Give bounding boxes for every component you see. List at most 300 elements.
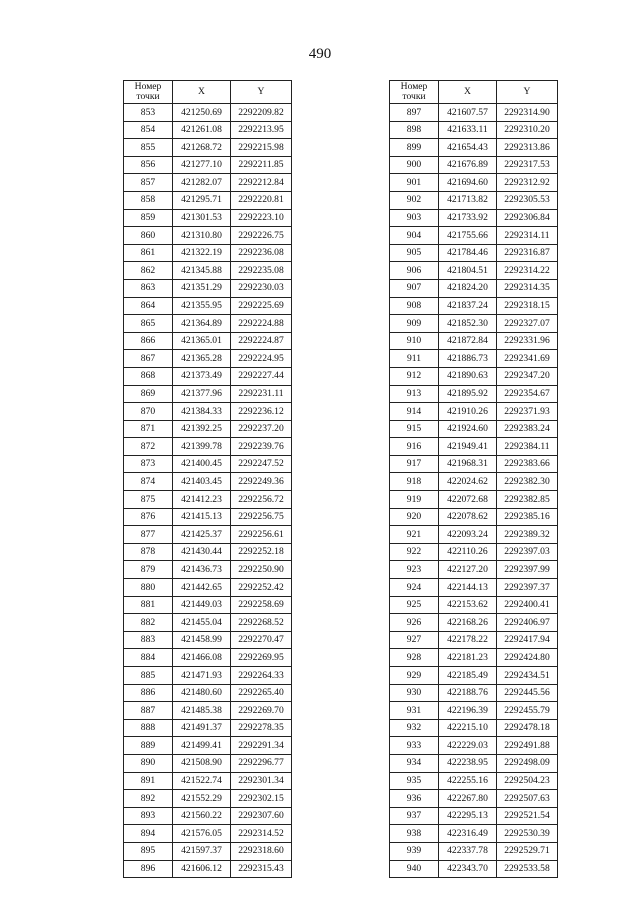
table-row: [124, 667, 292, 685]
point-number-cell: 868: [124, 367, 173, 385]
x-coordinate-cell: 421804.51: [439, 262, 497, 280]
y-coordinate-cell: 2292224.88: [231, 315, 292, 333]
y-coordinate-cell: 2292314.52: [231, 825, 292, 843]
table-row: [124, 455, 292, 473]
y-coordinate-cell: 2292209.82: [231, 104, 292, 122]
table-header: [124, 81, 292, 104]
x-coordinate-cell: 421824.20: [439, 279, 497, 297]
point-number-cell: 879: [124, 561, 173, 579]
x-coordinate-cell: 421277.10: [173, 156, 231, 174]
table-row: [124, 209, 292, 227]
point-number-cell: 929: [390, 667, 439, 685]
table-row: [124, 614, 292, 632]
y-coordinate-cell: 2292252.42: [231, 579, 292, 597]
y-coordinate-cell: 2292302.15: [231, 790, 292, 808]
y-coordinate-cell: 2292223.10: [231, 209, 292, 227]
table-row: [124, 227, 292, 245]
point-number-cell: 862: [124, 262, 173, 280]
point-number-header: [124, 81, 173, 104]
y-header: Y: [497, 81, 558, 104]
x-coordinate-cell: 421499.41: [173, 737, 231, 755]
point-number-cell: 932: [390, 719, 439, 737]
y-coordinate-cell: 2292215.98: [231, 139, 292, 157]
point-number-cell: 898: [390, 121, 439, 139]
x-coordinate-cell: 422295.13: [439, 807, 497, 825]
point-number-cell: 921: [390, 526, 439, 544]
x-header: X: [173, 81, 231, 104]
y-coordinate-cell: 2292385.16: [497, 508, 558, 526]
table-row: [390, 262, 558, 280]
y-coordinate-cell: 2292224.95: [231, 350, 292, 368]
point-number-cell: 870: [124, 403, 173, 421]
table-row: [124, 350, 292, 368]
point-number-cell: 866: [124, 332, 173, 350]
point-number-cell: 856: [124, 156, 173, 174]
table-row: [390, 104, 558, 122]
y-coordinate-cell: 2292383.66: [497, 455, 558, 473]
table-row: [124, 491, 292, 509]
point-number-cell: 875: [124, 491, 173, 509]
table-row: [390, 614, 558, 632]
table-row: [124, 367, 292, 385]
x-coordinate-cell: 421392.25: [173, 420, 231, 438]
x-coordinate-cell: 421355.95: [173, 297, 231, 315]
table-row: [390, 403, 558, 421]
table-row: [124, 279, 292, 297]
x-coordinate-cell: 421301.53: [173, 209, 231, 227]
y-coordinate-cell: 2292478.18: [497, 719, 558, 737]
x-coordinate-cell: 422178.22: [439, 631, 497, 649]
table-row: [124, 719, 292, 737]
point-number-cell: 928: [390, 649, 439, 667]
point-number-header-line2: точки: [402, 91, 426, 102]
y-coordinate-cell: 2292269.95: [231, 649, 292, 667]
y-coordinate-cell: 2292507.63: [497, 790, 558, 808]
point-number-cell: 908: [390, 297, 439, 315]
point-number-cell: 887: [124, 702, 173, 720]
x-coordinate-cell: 421654.43: [439, 139, 497, 157]
table-row: [390, 121, 558, 139]
x-coordinate-cell: 422337.78: [439, 842, 497, 860]
point-number-cell: 901: [390, 174, 439, 192]
x-coordinate-cell: 422181.23: [439, 649, 497, 667]
table-row: [124, 191, 292, 209]
x-coordinate-cell: 421365.28: [173, 350, 231, 368]
x-coordinate-cell: 421597.37: [173, 842, 231, 860]
point-number-cell: 937: [390, 807, 439, 825]
point-number-cell: 896: [124, 860, 173, 878]
table-row: [124, 807, 292, 825]
table-row: [124, 473, 292, 491]
x-coordinate-cell: 421694.60: [439, 174, 497, 192]
table-row: [390, 807, 558, 825]
table-row: [124, 825, 292, 843]
x-coordinate-cell: 421458.99: [173, 631, 231, 649]
x-coordinate-cell: 422188.76: [439, 684, 497, 702]
x-coordinate-cell: 421733.92: [439, 209, 497, 227]
x-coordinate-cell: 421852.30: [439, 315, 497, 333]
y-coordinate-cell: 2292235.08: [231, 262, 292, 280]
y-header: Y: [231, 81, 292, 104]
x-coordinate-cell: 422024.62: [439, 473, 497, 491]
y-coordinate-cell: 2292224.87: [231, 332, 292, 350]
table-row: [390, 209, 558, 227]
point-number-cell: 877: [124, 526, 173, 544]
x-coordinate-cell: 421491.37: [173, 719, 231, 737]
point-number-cell: 900: [390, 156, 439, 174]
table-row: [124, 139, 292, 157]
x-coordinate-cell: 421890.63: [439, 367, 497, 385]
point-number-cell: 857: [124, 174, 173, 192]
y-coordinate-cell: 2292291.34: [231, 737, 292, 755]
table-row: [390, 367, 558, 385]
point-number-cell: 892: [124, 790, 173, 808]
y-coordinate-cell: 2292521.54: [497, 807, 558, 825]
y-coordinate-cell: 2292256.61: [231, 526, 292, 544]
x-coordinate-cell: 422215.10: [439, 719, 497, 737]
x-coordinate-cell: 421384.33: [173, 403, 231, 421]
y-coordinate-cell: 2292354.67: [497, 385, 558, 403]
point-number-cell: 889: [124, 737, 173, 755]
y-coordinate-cell: 2292533.58: [497, 860, 558, 878]
x-coordinate-cell: 421377.96: [173, 385, 231, 403]
y-coordinate-cell: 2292310.20: [497, 121, 558, 139]
x-coordinate-cell: 421415.13: [173, 508, 231, 526]
point-number-cell: 917: [390, 455, 439, 473]
point-number-cell: 858: [124, 191, 173, 209]
y-coordinate-cell: 2292318.15: [497, 297, 558, 315]
x-coordinate-cell: 422168.26: [439, 614, 497, 632]
y-coordinate-cell: 2292314.22: [497, 262, 558, 280]
table-body: [390, 104, 558, 878]
table-row: [390, 526, 558, 544]
table-row: [124, 244, 292, 262]
table-row: [124, 104, 292, 122]
table-row: [390, 737, 558, 755]
x-coordinate-cell: 421607.57: [439, 104, 497, 122]
point-number-cell: 940: [390, 860, 439, 878]
point-number-cell: 871: [124, 420, 173, 438]
y-coordinate-cell: 2292327.07: [497, 315, 558, 333]
y-coordinate-cell: 2292306.84: [497, 209, 558, 227]
y-coordinate-cell: 2292264.33: [231, 667, 292, 685]
x-coordinate-cell: 421606.12: [173, 860, 231, 878]
x-coordinate-cell: 421784.46: [439, 244, 497, 262]
x-coordinate-cell: 421365.01: [173, 332, 231, 350]
y-coordinate-cell: 2292397.37: [497, 579, 558, 597]
point-number-cell: 891: [124, 772, 173, 790]
point-number-cell: 894: [124, 825, 173, 843]
table-row: [390, 631, 558, 649]
page-number: 490: [308, 46, 332, 62]
point-number-cell: 904: [390, 227, 439, 245]
point-number-cell: 909: [390, 315, 439, 333]
y-coordinate-cell: 2292382.85: [497, 491, 558, 509]
y-coordinate-cell: 2292530.39: [497, 825, 558, 843]
point-number-cell: 878: [124, 543, 173, 561]
table-row: [390, 702, 558, 720]
y-coordinate-cell: 2292212.84: [231, 174, 292, 192]
point-number-cell: 927: [390, 631, 439, 649]
point-number-cell: 861: [124, 244, 173, 262]
y-coordinate-cell: 2292315.43: [231, 860, 292, 878]
table-body: [124, 104, 292, 878]
table-row: [124, 420, 292, 438]
point-number-cell: 935: [390, 772, 439, 790]
y-coordinate-cell: 2292529.71: [497, 842, 558, 860]
y-coordinate-cell: 2292239.76: [231, 438, 292, 456]
table-row: [124, 174, 292, 192]
table-row: [390, 227, 558, 245]
y-coordinate-cell: 2292389.32: [497, 526, 558, 544]
y-coordinate-cell: 2292305.53: [497, 191, 558, 209]
table-row: [390, 825, 558, 843]
point-number-cell: 931: [390, 702, 439, 720]
point-number-header-line1: Номер: [400, 81, 428, 92]
y-coordinate-cell: 2292226.75: [231, 227, 292, 245]
x-coordinate-cell: 421364.89: [173, 315, 231, 333]
point-number-cell: 885: [124, 667, 173, 685]
point-number-header-line2: точки: [136, 91, 160, 102]
point-number-cell: 876: [124, 508, 173, 526]
y-coordinate-cell: 2292318.60: [231, 842, 292, 860]
table-row: [124, 596, 292, 614]
x-coordinate-cell: 422110.26: [439, 543, 497, 561]
table-row: [390, 244, 558, 262]
table-row: [390, 473, 558, 491]
table-row: [124, 772, 292, 790]
x-coordinate-cell: 422267.80: [439, 790, 497, 808]
table-row: [390, 174, 558, 192]
y-coordinate-cell: 2292317.53: [497, 156, 558, 174]
point-number-cell: 919: [390, 491, 439, 509]
x-coordinate-cell: 421968.31: [439, 455, 497, 473]
table-row: [390, 842, 558, 860]
x-header: X: [439, 81, 497, 104]
y-coordinate-cell: 2292314.11: [497, 227, 558, 245]
x-coordinate-cell: 421910.26: [439, 403, 497, 421]
point-number-cell: 890: [124, 754, 173, 772]
y-coordinate-cell: 2292256.72: [231, 491, 292, 509]
point-number-cell: 913: [390, 385, 439, 403]
table-row: [124, 262, 292, 280]
x-coordinate-cell: 421425.37: [173, 526, 231, 544]
x-coordinate-cell: 421949.41: [439, 438, 497, 456]
point-number-cell: 923: [390, 561, 439, 579]
table-row: [124, 631, 292, 649]
x-coordinate-cell: 422255.16: [439, 772, 497, 790]
point-number-cell: 884: [124, 649, 173, 667]
x-coordinate-cell: 422229.03: [439, 737, 497, 755]
x-coordinate-cell: 421345.88: [173, 262, 231, 280]
table-row: [124, 543, 292, 561]
coordinates-table-left: [123, 80, 292, 878]
y-coordinate-cell: 2292384.11: [497, 438, 558, 456]
x-coordinate-cell: 421552.29: [173, 790, 231, 808]
x-coordinate-cell: 422093.24: [439, 526, 497, 544]
x-coordinate-cell: 421455.04: [173, 614, 231, 632]
table-row: [124, 121, 292, 139]
point-number-cell: 853: [124, 104, 173, 122]
point-number-cell: 886: [124, 684, 173, 702]
table-row: [124, 297, 292, 315]
table-row: [124, 403, 292, 421]
x-coordinate-cell: 421522.74: [173, 772, 231, 790]
table-row: [390, 332, 558, 350]
point-number-cell: 933: [390, 737, 439, 755]
table-row: [390, 543, 558, 561]
table-row: [124, 842, 292, 860]
table-row: [390, 491, 558, 509]
x-coordinate-cell: 421310.80: [173, 227, 231, 245]
point-number-cell: 854: [124, 121, 173, 139]
y-coordinate-cell: 2292269.70: [231, 702, 292, 720]
y-coordinate-cell: 2292455.79: [497, 702, 558, 720]
table-row: [124, 526, 292, 544]
y-coordinate-cell: 2292307.60: [231, 807, 292, 825]
table-row: [390, 667, 558, 685]
point-number-cell: 899: [390, 139, 439, 157]
y-coordinate-cell: 2292331.96: [497, 332, 558, 350]
table-row: [390, 350, 558, 368]
y-coordinate-cell: 2292424.80: [497, 649, 558, 667]
x-coordinate-cell: 421755.66: [439, 227, 497, 245]
table-row: [124, 156, 292, 174]
table-row: [124, 860, 292, 878]
point-number-cell: 911: [390, 350, 439, 368]
table-row: [124, 754, 292, 772]
y-coordinate-cell: 2292347.20: [497, 367, 558, 385]
y-coordinate-cell: 2292314.35: [497, 279, 558, 297]
point-number-cell: 902: [390, 191, 439, 209]
x-coordinate-cell: 421373.49: [173, 367, 231, 385]
x-coordinate-cell: 422316.49: [439, 825, 497, 843]
x-coordinate-cell: 422185.49: [439, 667, 497, 685]
table-row: [390, 860, 558, 878]
x-coordinate-cell: 421295.71: [173, 191, 231, 209]
point-number-cell: 880: [124, 579, 173, 597]
y-coordinate-cell: 2292213.95: [231, 121, 292, 139]
point-number-cell: 936: [390, 790, 439, 808]
table-row: [390, 649, 558, 667]
x-coordinate-cell: 421282.07: [173, 174, 231, 192]
table-row: [390, 191, 558, 209]
x-coordinate-cell: 422343.70: [439, 860, 497, 878]
table-row: [124, 579, 292, 597]
table-row: [390, 508, 558, 526]
point-number-cell: 939: [390, 842, 439, 860]
x-coordinate-cell: 421442.65: [173, 579, 231, 597]
y-coordinate-cell: 2292296.77: [231, 754, 292, 772]
x-coordinate-cell: 421633.11: [439, 121, 497, 139]
point-number-cell: 864: [124, 297, 173, 315]
table-row: [390, 772, 558, 790]
y-coordinate-cell: 2292225.69: [231, 297, 292, 315]
y-coordinate-cell: 2292491.88: [497, 737, 558, 755]
y-coordinate-cell: 2292268.52: [231, 614, 292, 632]
table-row: [124, 649, 292, 667]
y-coordinate-cell: 2292383.24: [497, 420, 558, 438]
y-coordinate-cell: 2292230.03: [231, 279, 292, 297]
point-number-cell: 893: [124, 807, 173, 825]
point-number-cell: 934: [390, 754, 439, 772]
table-row: [390, 156, 558, 174]
point-number-cell: 912: [390, 367, 439, 385]
y-coordinate-cell: 2292258.69: [231, 596, 292, 614]
x-coordinate-cell: 421261.08: [173, 121, 231, 139]
point-number-cell: 863: [124, 279, 173, 297]
x-coordinate-cell: 421400.45: [173, 455, 231, 473]
x-coordinate-cell: 421399.78: [173, 438, 231, 456]
x-coordinate-cell: 421895.92: [439, 385, 497, 403]
y-coordinate-cell: 2292256.75: [231, 508, 292, 526]
y-coordinate-cell: 2292236.12: [231, 403, 292, 421]
y-coordinate-cell: 2292220.81: [231, 191, 292, 209]
x-coordinate-cell: 422196.39: [439, 702, 497, 720]
point-number-cell: 924: [390, 579, 439, 597]
y-coordinate-cell: 2292270.47: [231, 631, 292, 649]
table-row: [124, 790, 292, 808]
y-coordinate-cell: 2292231.11: [231, 385, 292, 403]
y-coordinate-cell: 2292397.03: [497, 543, 558, 561]
table-row: [390, 596, 558, 614]
table-row: [390, 139, 558, 157]
x-coordinate-cell: 421412.23: [173, 491, 231, 509]
x-coordinate-cell: 421886.73: [439, 350, 497, 368]
table-row: [124, 385, 292, 403]
y-coordinate-cell: 2292434.51: [497, 667, 558, 685]
y-coordinate-cell: 2292236.08: [231, 244, 292, 262]
x-coordinate-cell: 421480.60: [173, 684, 231, 702]
x-coordinate-cell: 421322.19: [173, 244, 231, 262]
point-number-header-line1: Номер: [134, 81, 162, 92]
x-coordinate-cell: 421268.72: [173, 139, 231, 157]
table-row: [390, 279, 558, 297]
point-number-cell: 873: [124, 455, 173, 473]
table-row: [390, 315, 558, 333]
table-row: [124, 702, 292, 720]
y-coordinate-cell: 2292498.09: [497, 754, 558, 772]
point-number-cell: 906: [390, 262, 439, 280]
table-row: [124, 561, 292, 579]
x-coordinate-cell: 421250.69: [173, 104, 231, 122]
x-coordinate-cell: 421485.38: [173, 702, 231, 720]
table-row: [124, 315, 292, 333]
point-number-cell: 869: [124, 385, 173, 403]
point-number-cell: 860: [124, 227, 173, 245]
point-number-cell: 883: [124, 631, 173, 649]
table-row: [390, 754, 558, 772]
table-row: [124, 737, 292, 755]
x-coordinate-cell: 422144.13: [439, 579, 497, 597]
point-number-cell: 905: [390, 244, 439, 262]
table-row: [390, 719, 558, 737]
x-coordinate-cell: 421837.24: [439, 297, 497, 315]
y-coordinate-cell: 2292504.23: [497, 772, 558, 790]
x-coordinate-cell: 421508.90: [173, 754, 231, 772]
table-row: [390, 455, 558, 473]
x-coordinate-cell: 421351.29: [173, 279, 231, 297]
y-coordinate-cell: 2292371.93: [497, 403, 558, 421]
x-coordinate-cell: 421576.05: [173, 825, 231, 843]
y-coordinate-cell: 2292265.40: [231, 684, 292, 702]
point-number-cell: 895: [124, 842, 173, 860]
point-number-cell: 855: [124, 139, 173, 157]
point-number-cell: 930: [390, 684, 439, 702]
y-coordinate-cell: 2292406.97: [497, 614, 558, 632]
x-coordinate-cell: 422072.68: [439, 491, 497, 509]
coordinates-table-right: [389, 80, 558, 878]
